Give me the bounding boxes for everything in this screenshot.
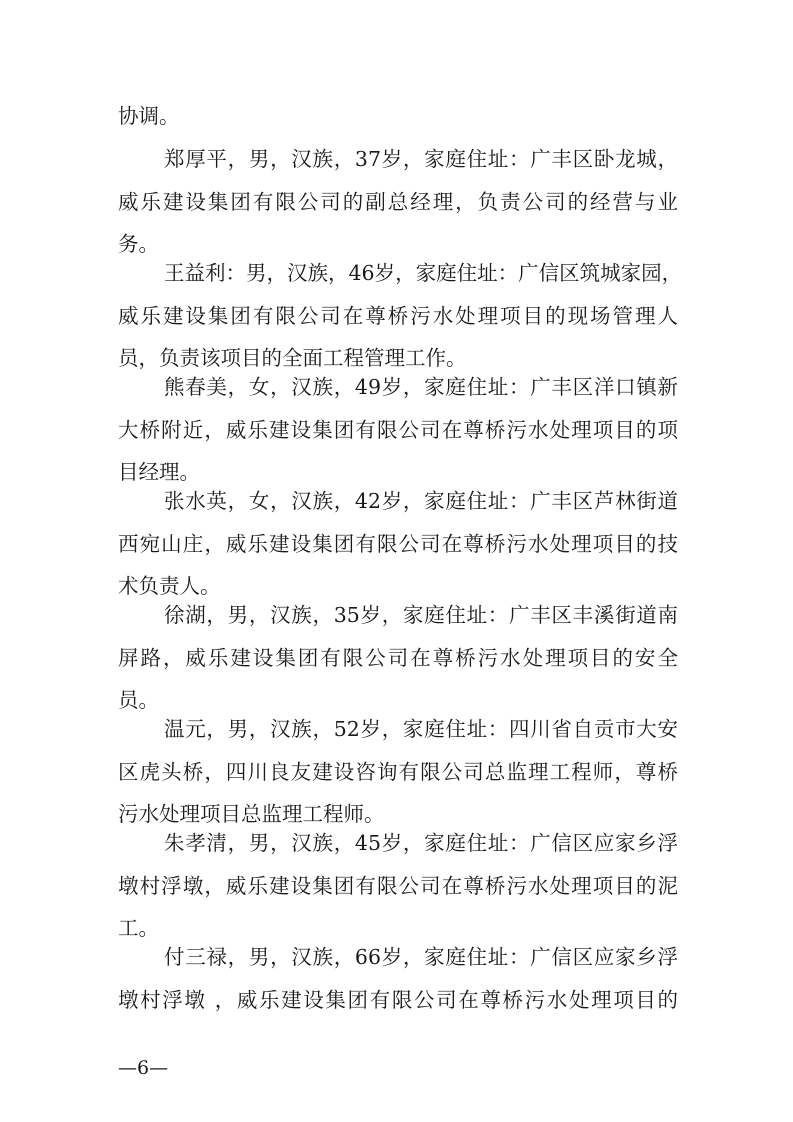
text-line: 术负责人。	[118, 574, 221, 598]
text-line: 温元，男，汉族，52岁，家庭住址：四川省自贡市大安	[164, 717, 678, 741]
page-number: —6—	[118, 1057, 169, 1079]
text-line: 务。	[118, 232, 159, 256]
text-line: 朱孝清，男，汉族，45岁，家庭住址：广信区应家乡浮	[164, 831, 678, 855]
text-line: 员，负责该项目的全面工程管理工作。	[118, 346, 467, 370]
text-line: 郑厚平，男，汉族，37岁，家庭住址：广丰区卧龙城，	[164, 147, 678, 171]
text-line: 目经理。	[118, 460, 200, 484]
text-line: 威乐建设集团有限公司的副总经理，负责公司的经营与业	[118, 190, 678, 214]
text-line: 区虎头桥，四川良友建设咨询有限公司总监理工程师，尊桥	[118, 760, 678, 784]
text-line: 协调。	[118, 104, 180, 128]
text-line: 屏路，威乐建设集团有限公司在尊桥污水处理项目的安全	[118, 646, 678, 670]
text-line: 大桥附近，威乐建设集团有限公司在尊桥污水处理项目的项	[118, 418, 678, 442]
text-line: 熊春美，女，汉族，49岁，家庭住址：广丰区洋口镇新	[164, 375, 678, 399]
text-line: 张水英，女，汉族，42岁，家庭住址：广丰区芦林街道	[164, 489, 678, 513]
text-line: 污水处理项目总监理工程师。	[118, 802, 385, 826]
text-line: 王益利：男，汉族，46岁，家庭住址：广信区筑城家园，	[164, 261, 683, 285]
text-line: 付三禄，男，汉族，66岁，家庭住址：广信区应家乡浮	[164, 945, 678, 969]
text-line: 西宛山庄，威乐建设集团有限公司在尊桥污水处理项目的技	[118, 532, 678, 556]
text-line: 墩村浮墩，威乐建设集团有限公司在尊桥污水处理项目的泥	[118, 874, 678, 898]
text-line: 徐湖，男，汉族，35岁，家庭住址：广丰区丰溪街道南	[164, 603, 678, 627]
text-line: 威乐建设集团有限公司在尊桥污水处理项目的现场管理人	[118, 304, 678, 328]
text-line: 工。	[118, 916, 159, 940]
text-line: 员。	[118, 688, 159, 712]
text-line: 墩村浮墩 ，威乐建设集团有限公司在尊桥污水处理项目的	[118, 988, 678, 1012]
